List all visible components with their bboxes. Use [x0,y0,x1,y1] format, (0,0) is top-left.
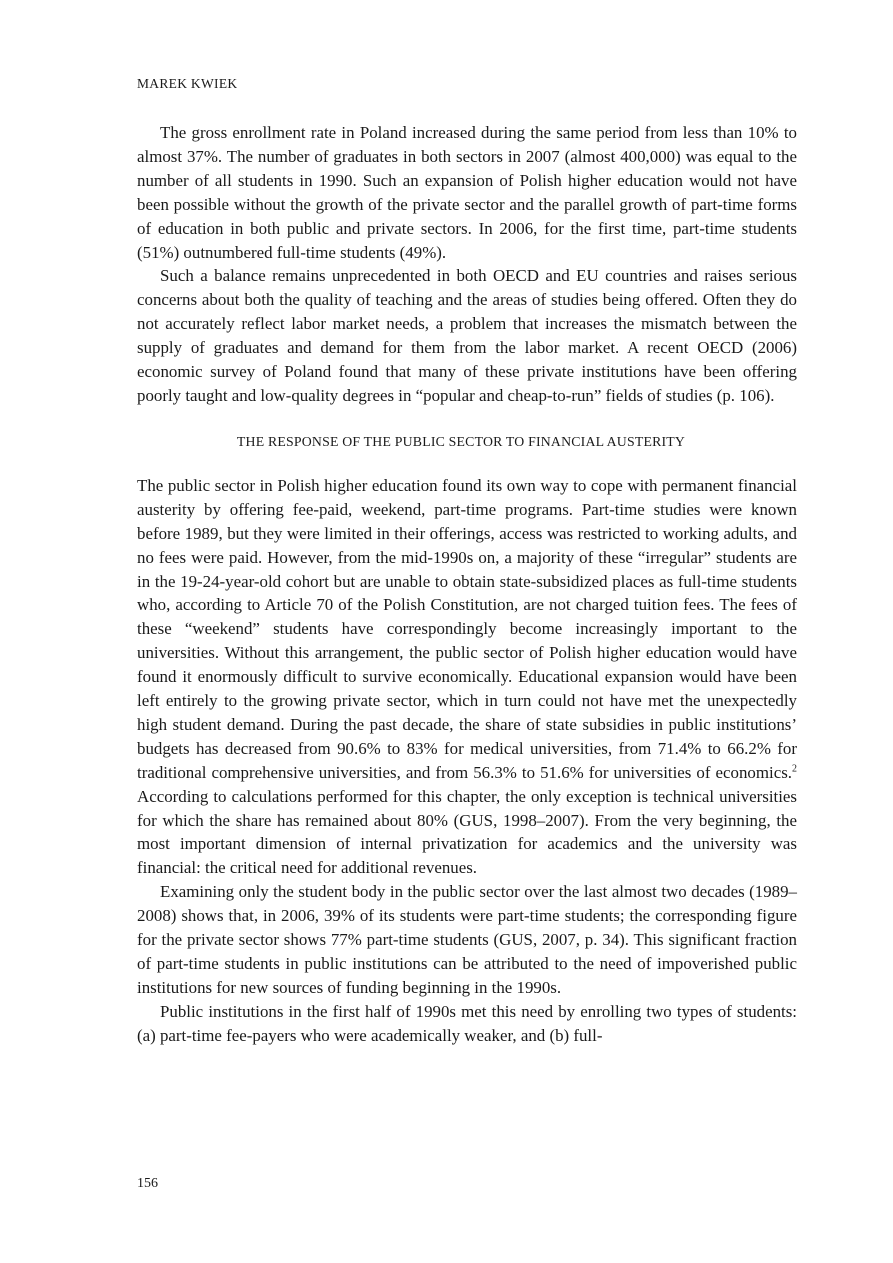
footnote-reference: 2 [792,763,797,775]
paragraph-text: According to calculations performed for this chapter, the only exception is technical universities for which the share has remained about 80% (GUS, 1998–2007). From the very beginning, the most important dimension of internal privatization for academics and the university was financial: the critical need for additional revenues. [137,786,797,878]
section-heading: THE RESPONSE OF THE PUBLIC SECTOR TO FINANCIAL AUSTERITY [236,433,686,449]
paragraph: Public institutions in the first half of 1990s met this need by enrolling two types of students: (a) part-time fee-payers who were academically weaker, and (b) full- [137,1001,797,1045]
body-text [137,121,797,1048]
paragraph [137,474,797,880]
paragraph-text: The public sector in Polish higher education found its own way to cope with permanent financial austerity by offering fee-paid, weekend, part-time programs. Part-time studies were known before 1989, but they were limited in their offerings, access was restricted to working adults, and no fees were paid. However, from the mid-1990s on, a majority of these “irregular” students are in the 19-24-year-old cohort but are unable to obtain state-subsidized places as full-time students who, according to Article 70 of the Polish Constitution, are not charged tuition fees. The fees of these “weekend” students have correspondingly become increasingly important to the universities. Without this arrangement, the public sector of Polish higher education would have found it enormously difficult to survive economically. Educational expansion would have been left entirely to the growing private sector, which in turn could not have met the unexpectedly high student demand. During the past decade, the share of state subsidies in public institutions’ budgets has decreased from 90.6% to 83% for medical universities, from 71.4% to 66.2% for traditional comprehensive universities, and from 56.3% to 51.6% for universities of economics. [137,475,797,782]
paragraph: Such a balance remains unprecedented in both OECD and EU countries and raises serious concerns about both the quality of teaching and the areas of studies being offered. Often they do not accurately reflect labor market needs, a problem that increases the mismatch between the supply of graduates and demand for them from the labor market. A recent OECD (2006) economic survey of Poland found that many of these private institutions have been offering poorly taught and low-quality degrees in “popular and cheap-to-run” fields of studies (p. 106). [137,266,797,405]
paragraph: Examining only the student body in the public sector over the last almost two decades (1989–2008) shows that, in 2006, 39% of its students were part-time students; the corresponding figure for the private sector shows 77% part-time students (GUS, 2007, p. 34). This significant fraction of part-time students in public institutions can be attributed to the need of impoverished public institutions for new sources of funding beginning in the 1990s. [137,882,797,997]
running-head: MAREK KWIEK [137,76,238,91]
paragraph: The gross enrollment rate in Poland increased during the same period from less than 10% to almost 37%. The number of graduates in both sectors in 2007 (almost 400,000) was equal to the number of all students in 1990. Such an expansion of Polish higher education would not have been possible without the growth of the private sector and the parallel growth of part-time forms of education in both public and private sectors. In 2006, for the first time, part-time students (51%) outnumbered full-time students (49%). [137,123,797,262]
page-number: 156 [137,1176,158,1191]
